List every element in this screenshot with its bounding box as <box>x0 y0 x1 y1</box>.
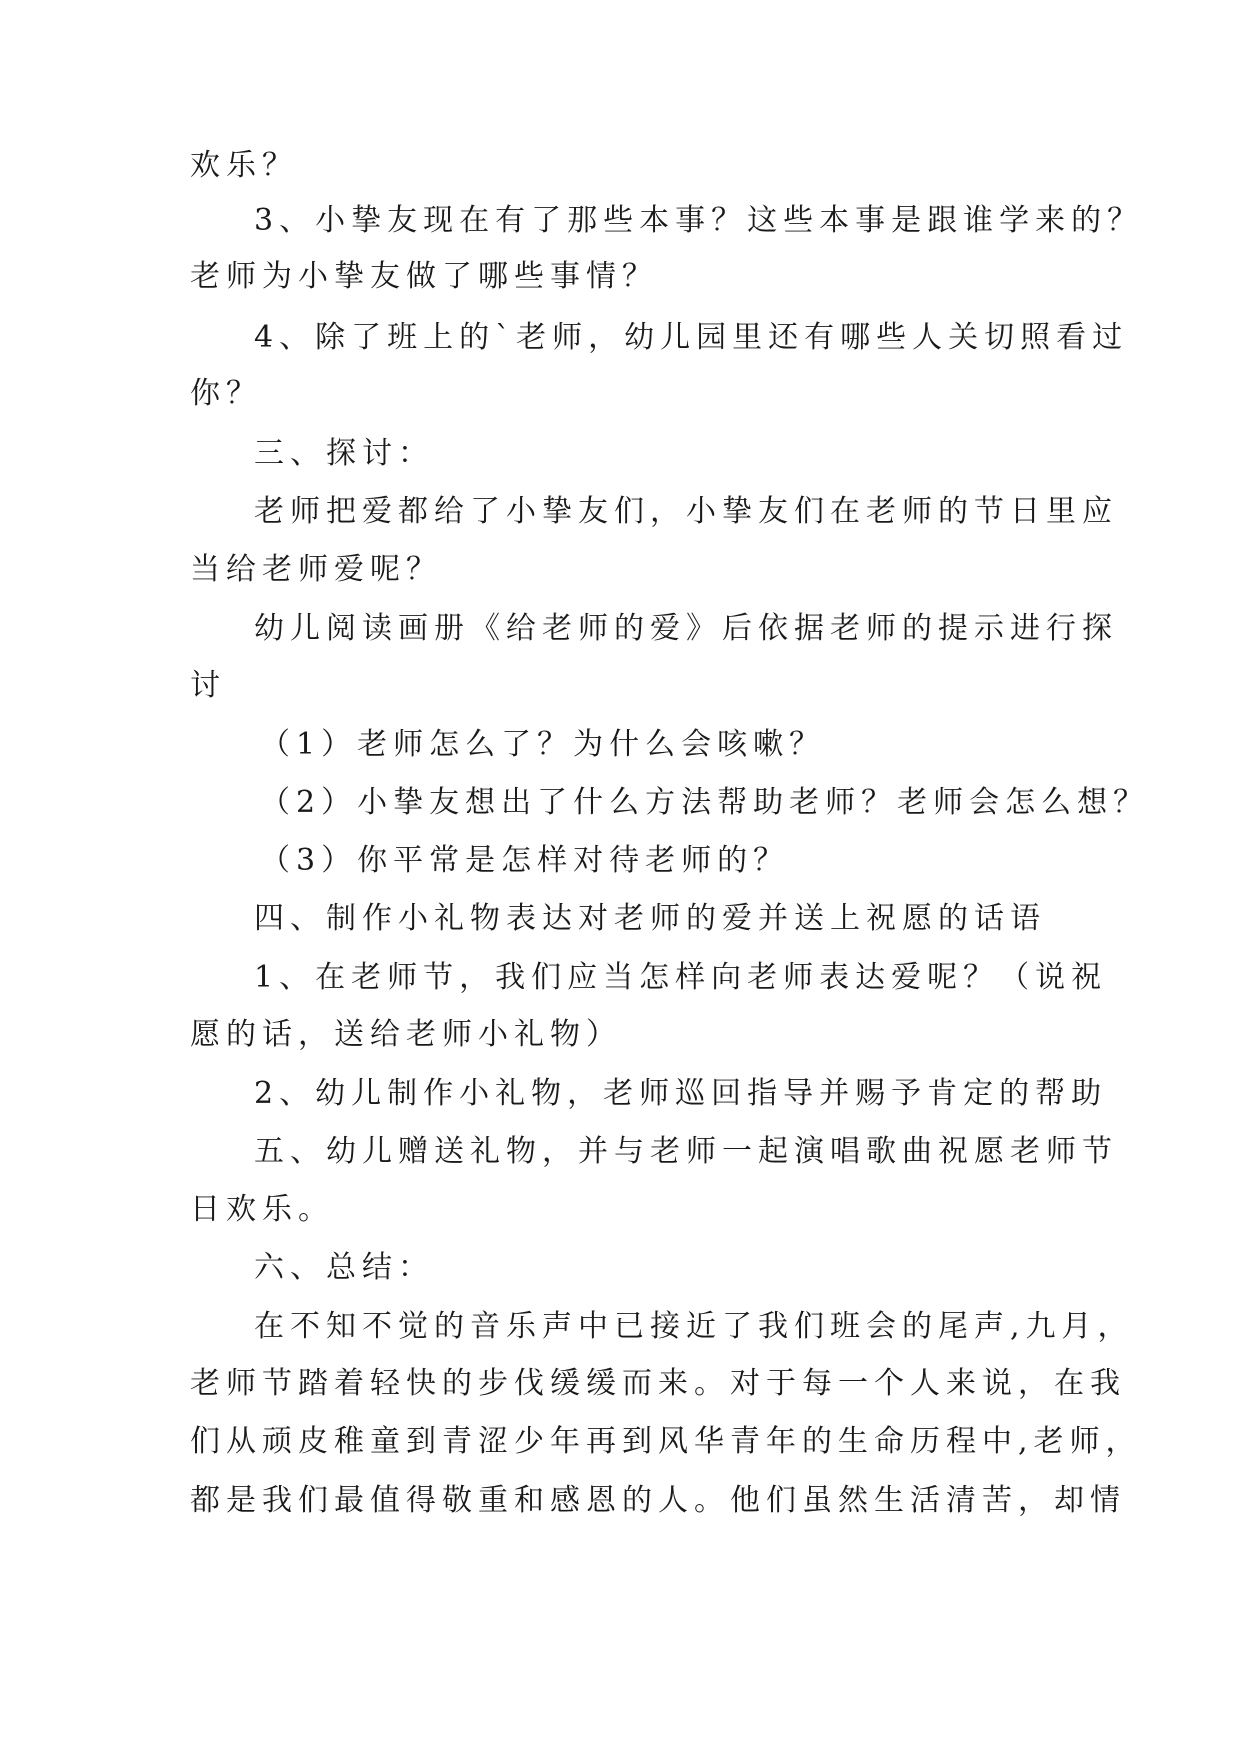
section-heading: 三、探讨： <box>254 436 434 471</box>
list-item: （1）老师怎么了？为什么会咳嗽？ <box>260 727 826 762</box>
list-item: （2）小挚友想出了什么方法帮助老师？老师会怎么想？ <box>260 785 1150 820</box>
section-heading: 五、幼儿赠送礼物，并与老师一起演唱歌曲祝愿老师节 <box>254 1134 1118 1169</box>
text-line: 日欢乐。 <box>190 1192 334 1227</box>
text-line: 们从顽皮稚童到青涩少年再到风华青年的生命历程中,老师， <box>190 1424 1142 1459</box>
text-line: 你？ <box>190 376 262 411</box>
text-line: 讨 <box>190 668 226 703</box>
text-line: 老师为小挚友做了哪些事情？ <box>190 259 658 294</box>
text-line: 老师节踏着轻快的步伐缓缓而来。对于每一个人来说，在我 <box>190 1366 1126 1401</box>
text-line: 2、幼儿制作小礼物，老师巡回指导并赐予肯定的帮助 <box>254 1076 1108 1111</box>
text-line: 4、除了班上的`老师，幼儿园里还有哪些人关切照看过 <box>254 320 1129 355</box>
section-heading: 四、制作小礼物表达对老师的爱并送上祝愿的话语 <box>254 901 1046 936</box>
section-heading: 六、总结： <box>254 1250 434 1285</box>
text-line: 当给老师爱呢？ <box>190 552 442 587</box>
text-line: 欢乐？ <box>190 148 298 183</box>
text-line: 3、小挚友现在有了那些本事？这些本事是跟谁学来的？ <box>254 203 1144 238</box>
text-line: 1、在老师节，我们应当怎样向老师表达爱呢？（说祝 <box>254 960 1108 995</box>
text-line: 老师把爱都给了小挚友们，小挚友们在老师的节日里应 <box>254 494 1118 529</box>
text-line: 都是我们最值得敬重和感恩的人。他们虽然生活清苦，却情 <box>190 1483 1126 1518</box>
list-item: （3）你平常是怎样对待老师的？ <box>260 843 790 878</box>
text-line: 愿的话，送给老师小礼物） <box>190 1017 622 1052</box>
text-line: 在不知不觉的音乐声中已接近了我们班会的尾声,九月， <box>254 1309 1134 1344</box>
text-line: 幼儿阅读画册《给老师的爱》后依据老师的提示进行探 <box>254 611 1118 646</box>
